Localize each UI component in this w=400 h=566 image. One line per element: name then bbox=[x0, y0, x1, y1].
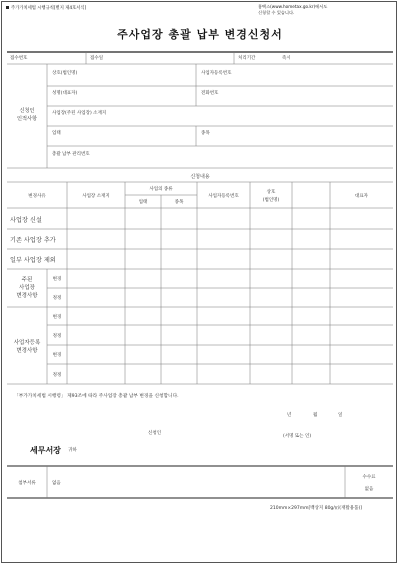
fee-label: 수수료 bbox=[362, 475, 376, 480]
online-notice-line-2: 신청할 수 있습니다. bbox=[258, 10, 295, 15]
col-header-reg-no: 사업자등록번호 bbox=[208, 194, 239, 199]
reg-change-after-1: 정정 bbox=[52, 334, 62, 339]
processing-period-value: 즉시 bbox=[282, 56, 291, 61]
reg-change-before-1: 변경 bbox=[52, 315, 62, 320]
reg-change-label-1: 사업자등록 bbox=[13, 340, 41, 346]
col-header-representative: 대표자 bbox=[354, 194, 369, 199]
col-header-item: 종목 bbox=[174, 200, 184, 205]
reg-change-label-2: 변경사항 bbox=[16, 348, 38, 354]
col-header-type: 업태 bbox=[138, 200, 148, 205]
business-item-label: 종목 bbox=[201, 131, 210, 136]
row-label-add: 기존 사업장 추가 bbox=[10, 237, 56, 244]
attachments-value: 없음 bbox=[52, 481, 61, 486]
date-month: 월 bbox=[313, 413, 318, 418]
declaration-text: 「부가가치세법 시행령」 제93조에 따라 주사업장 총괄 납부 변경을 신청합니다. bbox=[14, 394, 179, 399]
details-section-title: 신청내용 bbox=[190, 174, 210, 180]
mgmt-no-label: 총괄 납부 관리번호 bbox=[52, 152, 90, 157]
col-header-location: 사업장 소재지 bbox=[82, 194, 110, 199]
phone-label: 전화번호 bbox=[201, 91, 219, 96]
business-reg-no-label: 사업자등록번호 bbox=[201, 71, 232, 76]
main-change-before: 변경 bbox=[52, 277, 62, 282]
trade-name-label: 상호(법인명) bbox=[52, 71, 78, 76]
col-header-category: 사업의 종류 bbox=[149, 187, 173, 192]
applicant-sign-label: 신청인 bbox=[148, 431, 162, 436]
fee-value: 없음 bbox=[364, 487, 374, 492]
applicant-section-label-2: 인적사항 bbox=[16, 116, 38, 122]
tax-office-label: 세무서장 bbox=[30, 446, 61, 455]
attachments-label: 첨부서류 bbox=[18, 481, 36, 486]
address-label: 사업장(주된 사업장) 소재지 bbox=[52, 111, 107, 116]
main-change-label-2: 사업장 bbox=[19, 285, 35, 291]
paper-spec: 210mm×297mm[백상지 80g/㎡(재활용품)] bbox=[270, 506, 362, 511]
col-header-trade-name-1: 상호 bbox=[266, 190, 276, 195]
reg-change-before-2: 변경 bbox=[52, 353, 62, 358]
page-title: 주사업장 총괄 납부 변경신청서 bbox=[117, 28, 283, 41]
representative-label: 성명(대표자) bbox=[52, 91, 78, 96]
date-year: 년 bbox=[287, 413, 292, 418]
online-notice-line-1: 홈택스(www.hometax.go.kr)에서도 bbox=[258, 4, 328, 9]
row-label-exclude: 일부 사업장 제외 bbox=[10, 257, 56, 264]
business-type-label: 업태 bbox=[52, 131, 61, 136]
main-change-label-1: 주된 bbox=[21, 277, 33, 283]
applicant-section-label-1: 신청인 bbox=[19, 108, 35, 114]
receipt-no-label: 접수번호 bbox=[10, 56, 28, 61]
main-change-after: 정정 bbox=[52, 296, 62, 301]
receipt-date-label: 접수일 bbox=[90, 56, 104, 61]
main-change-label-3: 변경사항 bbox=[16, 293, 38, 299]
processing-period-label: 처리기간 bbox=[238, 56, 256, 61]
row-label-new: 사업장 신설 bbox=[10, 217, 42, 224]
reg-change-after-2: 정정 bbox=[52, 373, 62, 378]
date-day: 일 bbox=[338, 413, 343, 418]
form-reference-text: 주가가치세법 시행규칙[별지 제4호서식] bbox=[11, 6, 87, 11]
signature-note: (서명 또는 인) bbox=[283, 434, 312, 439]
col-header-reason: 변경사유 bbox=[28, 194, 46, 199]
col-header-trade-name-2: (법인명) bbox=[262, 198, 280, 203]
tax-office-suffix: 귀하 bbox=[68, 448, 77, 453]
